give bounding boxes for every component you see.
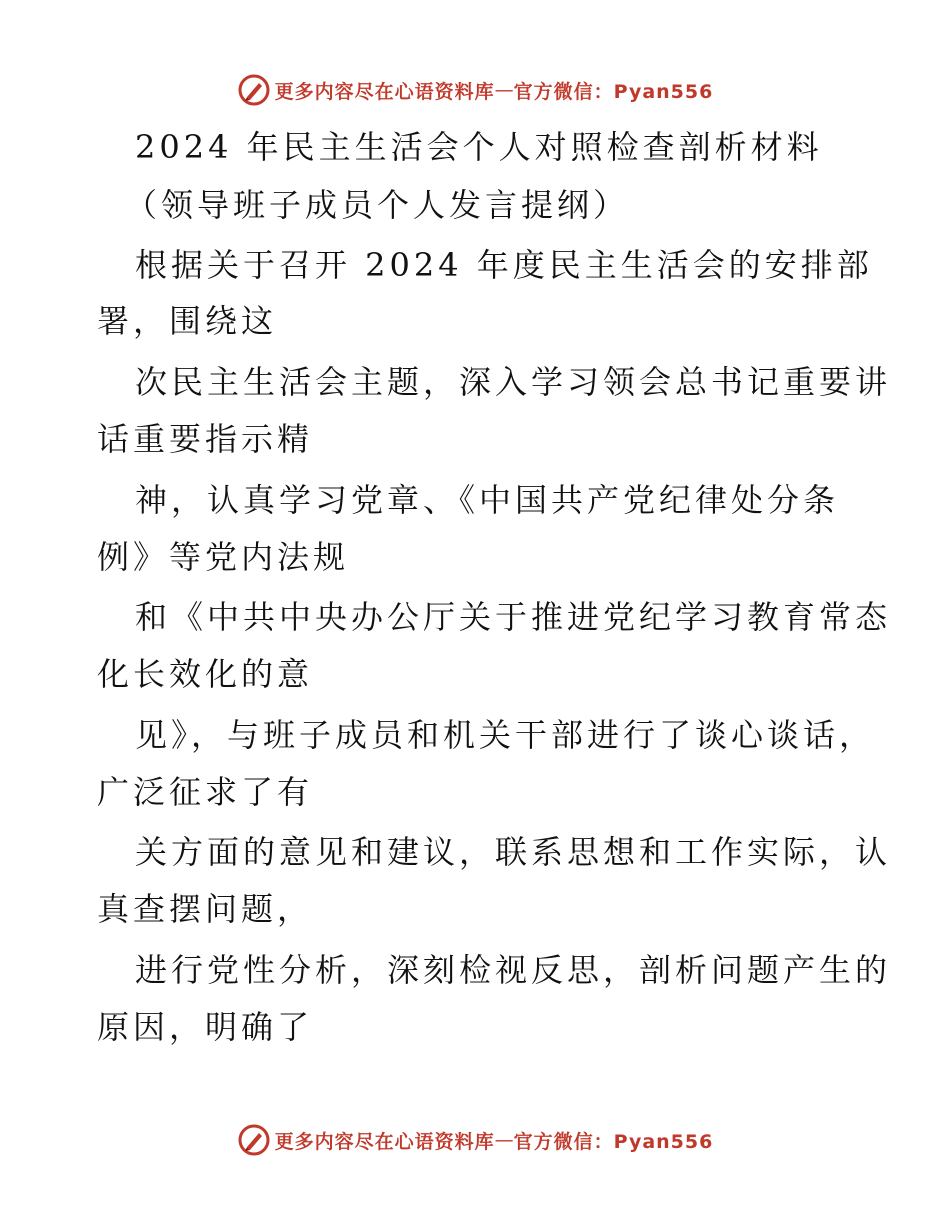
paragraph-line: 和《中共中央办公厅关于推进党纪学习教育常态 (135, 598, 892, 636)
paragraph-line: 真查摆问题， (97, 890, 314, 928)
banner-contact: 官方微信：Pyan556 (513, 1130, 714, 1153)
banner-separator: — (494, 1129, 514, 1151)
paragraph-line: 化长效化的意 (97, 655, 314, 693)
banner-contact: 官方微信：Pyan556 (513, 80, 714, 103)
brush-logo-icon (237, 1123, 271, 1157)
document-subtitle: （领导班子成员个人发言提纲） (125, 186, 630, 224)
brush-logo-icon (237, 73, 271, 107)
paragraph-line: 广泛征求了有 (97, 773, 314, 811)
paragraph-line: 次民主生活会主题，深入学习领会总书记重要讲 (135, 363, 892, 401)
paragraph-line: 关方面的意见和建议，联系思想和工作实际，认 (135, 833, 892, 871)
banner-separator: — (494, 79, 514, 101)
paragraph-line: 神，认真学习党章、《中国共产党纪律处分条 (135, 481, 840, 519)
banner-text: 更多内容尽在心语资料库 (274, 1130, 495, 1153)
paragraph-line: 进行党性分析，深刻检视反思，剖析问题产生的 (135, 951, 892, 989)
paragraph-line: 原因，明确了 (97, 1008, 314, 1046)
paragraph-line: 见》，与班子成员和机关干部进行了谈心谈话， (135, 716, 876, 754)
banner-text: 更多内容尽在心语资料库 (274, 80, 495, 103)
paragraph-line: 话重要指示精 (97, 420, 314, 458)
paragraph-line: 署，围绕这 (97, 302, 278, 340)
footer-banner (0, 1120, 950, 1160)
paragraph-line: 例》等党内法规 (97, 538, 350, 576)
header-banner (0, 70, 950, 110)
document-title: 2024 年民主生活会个人对照检查剖析材料 (135, 128, 823, 166)
paragraph-line: 根据关于召开 2024 年度民主生活会的安排部 (135, 246, 873, 284)
